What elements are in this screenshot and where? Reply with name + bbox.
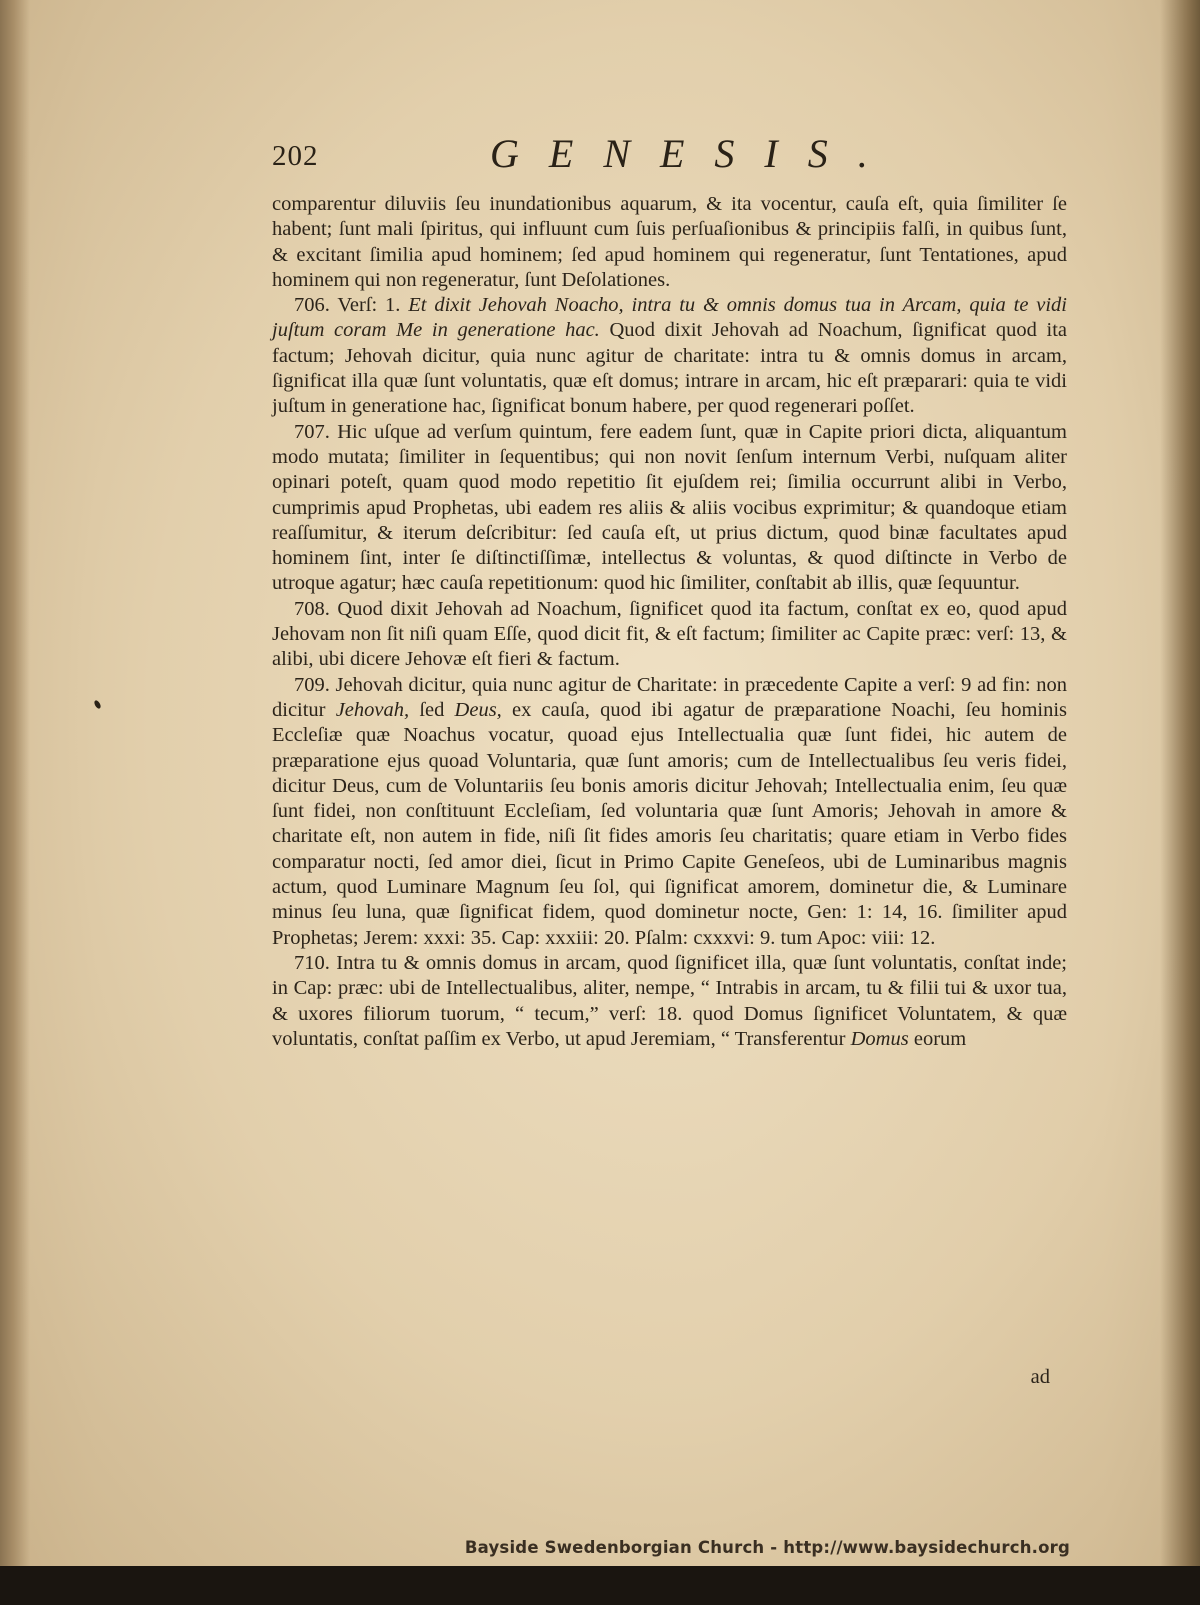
paragraph-continuation <box>272 192 1067 293</box>
paragraph-lead: 709. Jehovah dicitur, quia nunc agitur de Charitate: in præcedente Capite a verſ: 9 ad fin: non dicitur <box>272 673 1067 721</box>
paragraph-connector: ſed <box>419 698 445 721</box>
paragraph-707 <box>272 420 1067 597</box>
footer-bar <box>0 1566 1200 1605</box>
paragraph-lead: 710. Intra tu & omnis domus in arcam, quod ſignificet illa, quæ ſunt voluntatis, conſtat inde; in Cap: præc: ubi de Intellectualibus, aliter, nempe, “ Intrabis in arcam, tu & filii tui & uxor tua, & uxores filiorum tuorum, “ tecum,” verſ: 18. quod Domus ſignificet Voluntatem, & quæ voluntatis, conſtat paſſim ex Verbo, ut apud Jeremiam, “ Transferentur <box>272 951 1067 1050</box>
paragraph-text: 708. Quod dixit Jehovah ad Noachum, ſignificet quod ita factum, conſtat ex eo, quod apud Jehovam non ſit niſi quam Eſſe, quod dicit fit, & eſt factum; ſimiliter ac Capite præc: verſ: 13, & alibi, ubi dicere Jehovæ eſt fieri & factum. <box>272 597 1067 671</box>
paragraph-number: 706. Verſ: 1. <box>294 294 401 317</box>
catchword: ad <box>1030 1366 1050 1388</box>
paragraph-706 <box>272 293 1067 419</box>
body-text <box>272 192 1067 1052</box>
italic-term: Deus, <box>454 698 502 721</box>
paragraph-text: comparentur diluviis ſeu inundationibus aquarum, & ita vocentur, cauſa eſt, quia ſimiliter ſe habent; ſunt mali ſpiritus, qui influunt cum ſuis perſuaſionibus & principiis falſi, in quibus ſunt, & excitant ſimilia apud hominem; ſed apud hominem qui regeneratur, ſunt Tentationes, apud hominem qui non regeneratur, ſunt Deſolationes. <box>272 193 1067 291</box>
paragraph-text: eorum <box>913 1027 967 1050</box>
ink-speck <box>93 699 102 709</box>
italic-term: Domus <box>850 1027 909 1050</box>
page-header <box>272 130 1052 178</box>
paragraph-708 <box>272 597 1067 673</box>
page-number: 202 <box>272 140 319 172</box>
paragraph-709 <box>272 673 1067 951</box>
italic-term: Jehovah, <box>335 698 410 721</box>
paragraph-710 <box>272 951 1067 1052</box>
paragraph-text: 707. Hic uſque ad verſum quintum, fere eadem ſunt, quæ in Capite priori dicta, aliquantum modo mutata; ſimiliter in ſequentibus; qui non novit ſenſum internum Verbi, nuſquam aliter opinari poteſt, quam quod modo repetitio ſit ejuſdem rei; ſimilia occurrunt alibi in Verbo, cumprimis apud Prophetas, ubi eadem res aliis & aliis vocibus exprimitur; & quandoque etiam reaſſumitur, & iterum deſcribitur: ſed cauſa eſt, ut prius dictum, quod binæ facultates apud hominem ſint, inter ſe diſtinctiſſimæ, intellectus & voluntas, & quod diſtincte in Verbo de utroque agatur; hæc cauſa repetitionum: quod hic ſimiliter, conſtabit ab illis, quæ ſequuntur. <box>272 420 1067 595</box>
paragraph-text: ex cauſa, quod ibi agatur de præparatione Noachi, ſeu hominis Eccleſiæ quæ Noachus vocatur, quoad ejus Intellectualia quæ ſunt fidei, hic autem de præparatione ejus quoad Voluntaria, quæ ſunt amoris; cum de Intellectualibus ſeu veris fidei, dicitur Deus, cum de Voluntariis ſeu bonis amoris dicitur Jehovah; Intellectualia enim, ſeu quæ ſunt fidei, non conſtituunt Eccleſiam, ſed voluntaria quæ ſunt Amoris; Jehovah in amore & charitate eſt, non autem in fide, niſi ſit fides amoris ſeu charitatis; quare etiam in Verbo fides comparatur nocti, ſed amor diei, ſicut in Primo Capite Geneſeos, ubi de Luminaribus magnis actum, quod Luminare Magnum ſeu ſol, qui ſignificat amorem, dominetur die, & Luminare minus ſeu luna, quæ ſignificat fidem, quod dominetur nocte, Gen: 1: 14, 16. ſimiliter apud Prophetas; Jerem: xxxi: 35. Cap: xxxiii: 20. Pſalm: cxxxvi: 9. tum Apoc: viii: 12. <box>272 698 1068 949</box>
footer-credit: Bayside Swedenborgian Church - http://www.baysidechurch.org <box>464 1538 1070 1557</box>
page-edge-shadow <box>1160 0 1200 1605</box>
book-gutter-shadow <box>0 0 30 1605</box>
running-title: GENESIS. <box>490 131 898 176</box>
paragraph-text: Quod dixit Jehovah ad Noachum, ſignificat quod ita factum; Jehovah dicitur, quia nunc agitur de charitate: intra tu & omnis domus in arcam, ſignificat illa quæ ſunt voluntatis, quæ eſt domus; intrare in arcam, hic eſt præparari: quia te vidi juſtum in generatione hac, ſignificat bonum habere, per quod regenerari poſſet. <box>272 319 1067 418</box>
scripture-quote: Et dixit Jehovah Noacho, intra tu & omnis domus tua in Arcam, quia te vidi juſtum coram Me in generatione hac. <box>272 294 1068 342</box>
